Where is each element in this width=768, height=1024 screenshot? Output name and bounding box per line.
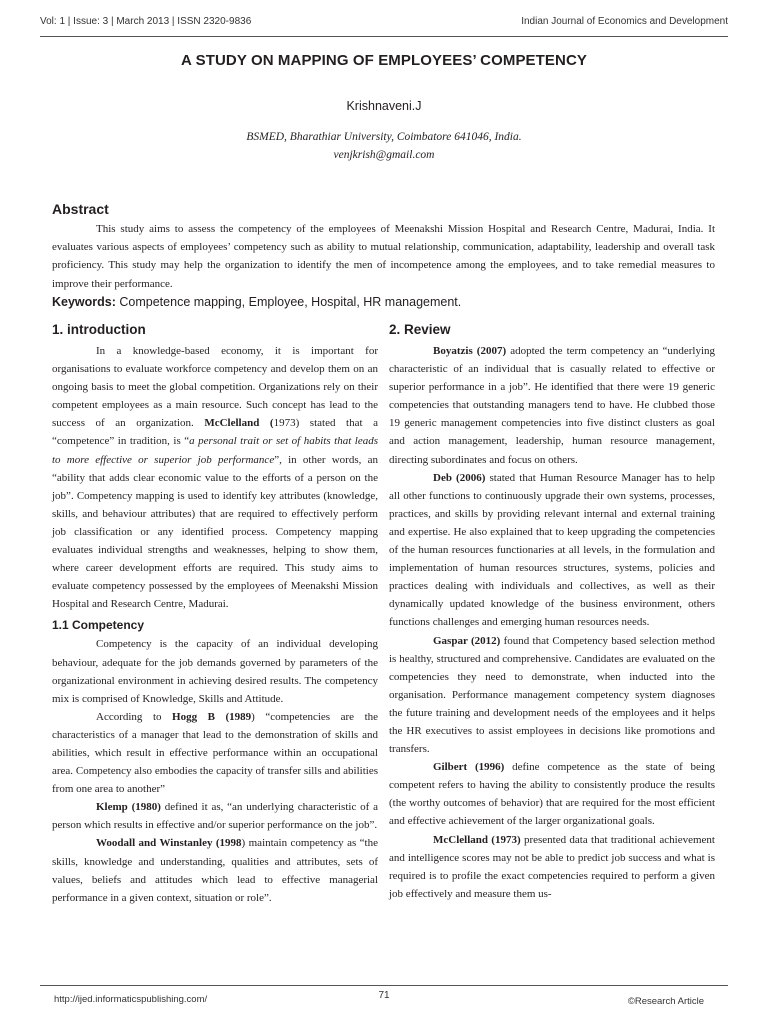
citation-mcclelland: McClelland ( (204, 417, 274, 430)
review-p3-text: found that Competency based selection method is healthy, structured and comprehensive. Candidates are evaluated on the competencies they need to demonstrate, when inducted into the organisation. Performance management competency system diagnoses the future training and development needs of the employees and it helps the HR executives to assist employees in decisions like promotions and transfers. (389, 634, 716, 756)
review-paragraph-3 (389, 632, 715, 759)
abstract-heading: Abstract (52, 201, 109, 217)
left-column (52, 320, 378, 907)
right-column (389, 320, 715, 903)
intro-text-c: ”, in other words, an “ability that adds clear economic value to the efforts of a person on the job”. Competency mapping is used to identify key attributes (knowledge, skills, and behaviour attributes) that are required to effectively perform job classification or any identified process. Competency mapping evaluates individual strengths and weaknesses, helping to show them, where career development efforts are required. This study aims to evaluate competency possessed by the employees of Meenakshi Mission Hospital and Research Centre, Madurai. (52, 453, 379, 611)
footer-rule (40, 985, 728, 986)
intro-text-b: 1973) stated that a “competence” in tradition, is “ (52, 417, 378, 448)
review-paragraph-5 (389, 831, 715, 903)
intro-heading: 1. introduction (52, 322, 146, 337)
paper-title: A STUDY ON MAPPING OF EMPLOYEES’ COMPETENCY (180, 52, 588, 69)
citation-woodall: Woodall and Winstanley (1998 (96, 837, 242, 850)
review-heading: 2. Review (389, 322, 451, 337)
citation-mcclelland-review: McClelland (1973) (433, 833, 521, 846)
page-footer (40, 992, 728, 1012)
review-p4-text: define competence as the state of being competent refers to having the ability to consistently produce the results (the worthy outcomes of behavior) that are required for the most efficient and effective achievement of the larger organizational goals. (389, 761, 715, 828)
competency-p2-text-b: ) “competencies are the characteristics of a manager that lead to the demonstration of skills and abilities, which result in effective performance within an occupational area. Competency also embodies the capacity of transfer sills and abilities from one area to another” (52, 710, 379, 796)
intro-text-a: In a knowledge-based economy, it is important for organisations to evaluate workforce competency and develop them on an ongoing basis to meet the global competition. Organizations rely on their competent employees as a main resource. Such concept has lead to the success of an organization. (52, 345, 378, 430)
author-affiliation-block (40, 128, 728, 164)
keywords-label: Keywords: (52, 295, 116, 309)
journal-url[interactable]: http://ijed.informaticspublishing.com/ (54, 994, 208, 1005)
author-name: Krishnaveni.J (346, 99, 422, 113)
email[interactable]: venjkrish@gmail.com (333, 149, 435, 161)
citation-hogg: Hogg B (1989 (172, 710, 252, 723)
article-type: ©Research Article (627, 996, 704, 1007)
competency-p2-text-a: According to (96, 710, 173, 723)
journal-name: Indian Journal of Economics and Development (521, 16, 728, 27)
competency-heading: 1.1 Competency (52, 618, 145, 633)
intro-paragraph (52, 342, 378, 613)
review-p5-text: presented data that traditional achievement and intelligence scores may not be able to predict job success and what is required is to profile the exact competencies required to perform a given job effectively and measure them us- (389, 833, 715, 900)
citation-klemp: Klemp (1980) (96, 801, 161, 814)
competency-p4-text: ) maintain competency as “the skills, knowledge and understanding, qualities and attributes, sets of values, beliefs and attitudes which lead to effective managerial performance in a given context, situation or role”. (52, 837, 378, 904)
review-paragraph-4 (389, 758, 715, 830)
header-rule (40, 36, 728, 37)
competency-paragraph-3 (52, 798, 378, 834)
review-p2-text: stated that Human Resource Manager has to help all other functions to continuously upgrade their own systems, processes, practices, and skills by providing relevant internal and external training and expertise. He also explained that to keep upgrading the competencies of the human resources functionaries at all levels, in the formulation and implementation of human resources structures, systems, policies and practices dealing with individuals and collectives, as well as their dynamically updated knowledge of the business environment, others functions challenges and emerging human resources needs. (389, 471, 715, 629)
citation-gilbert: Gilbert (1996) (433, 761, 505, 774)
competency-paragraph-1: Competency is the capacity of an individual developing behaviour, adequate for the job demands governed by parameters of the organizational environment in achieving desired results. The competency mix is comprised of Knowledge, Skills and Attitude. (52, 638, 378, 705)
review-paragraph-1 (389, 342, 715, 469)
page-number: 71 (378, 990, 390, 1001)
abstract-text: This study aims to assess the competency of the employees of Meenakshi Mission Hospital and Research Centre, Madurai, India. It evaluates various aspects of employees’ competency such as ability to mutual relationship, communication, adaptability, leadership and overall task proficiency. This study may help the organization to identify the men of incompetence among the employees, and to take remedial measures to improve their performance. (52, 223, 715, 290)
journal-issue-info: Vol: 1 | Issue: 3 | March 2013 | ISSN 2320-9836 (40, 16, 252, 27)
affiliation: BSMED, Bharathiar University, Coimbatore 641046, India. (246, 131, 522, 143)
citation-gaspar: Gaspar (2012) (433, 634, 501, 647)
competency-p3-text: defined it as, “an underlying characteristic of a person which results in effective and/or superior performance on the job”. (52, 801, 378, 832)
review-p1-text: adopted the term competency an “underlying characteristic of an individual that is casually related to effective or superior performance in a job”. He identified that there were 19 generic competencies that outstanding managers tend to have. He clubbed those 19 generic management competencies into five distinct clusters as goal and action management, leadership, human resource management, directing subordinates and focus on others. (389, 345, 716, 466)
competency-paragraph-2 (52, 708, 378, 798)
citation-boyatzis: Boyatzis (2007) (433, 345, 507, 357)
keywords (52, 295, 715, 309)
review-paragraph-2 (389, 469, 715, 632)
competency-paragraph-4 (52, 834, 378, 906)
citation-deb: Deb (2006) (433, 471, 486, 484)
running-head (40, 14, 728, 34)
intro-quote: a personal trait or set of habits that leads to more effective or superior job performance (52, 435, 379, 466)
keywords-text: Competence mapping, Employee, Hospital, HR management. (119, 295, 462, 309)
